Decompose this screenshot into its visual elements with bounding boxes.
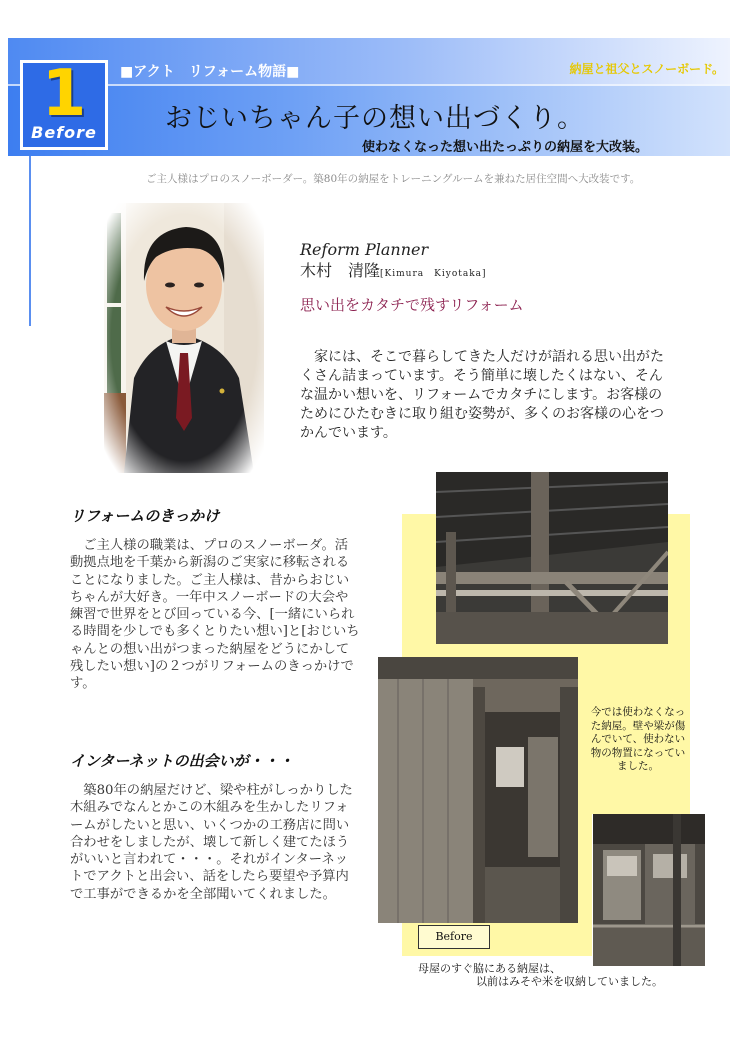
photo-interior (378, 657, 578, 923)
planner-name-roman: [Kimura Kiyotaka] (380, 269, 487, 279)
chapter-badge-label: Before (31, 123, 97, 142)
chapter-badge (20, 57, 108, 150)
planner-name: 木村 清隆 (300, 261, 381, 280)
planner-name-line (300, 258, 487, 281)
chapter-number: 1 (41, 57, 87, 131)
section-body-motivation: ご主人様の職業は、プロのスノーボーダ。活動拠点地を千葉から新潟のご実家に移転されることになりました。ご主人様は、昔からおじいちゃんが大好き。一年中スノーボードの大会や練習で世界をとび回っている今、[一緒にいられる時間を少しでも多くとりたい想い]と[おじいちゃんとの想い出がつまった納屋をどうにかして残したい想い]の２つがリフォームのきっかけです。 (70, 538, 360, 692)
photo-caption-bottom-line2: 以前はみそや米を収納していました。 (476, 975, 663, 988)
lead-text: ご主人様はプロのスノーボーダー。築80年の納屋をトレーニングルームを兼ねた居住空間へ大改装です。 (146, 173, 641, 185)
header-tagline: 納屋と祖父とスノーボード。 (569, 62, 724, 76)
section-heading-motivation: リフォームのきっかけ (70, 507, 220, 525)
header-divider (8, 84, 730, 86)
series-title: ■アクト リフォーム物語■ (120, 64, 300, 80)
section-body-internet: 築80年の納屋だけど、梁や柱がしっかりした木組みでなんとかこの木組みを生かしたリフォームがしたいと思い、いくつかの工務店に問い合わせをしましたが、壊して新しく建てたほうがいいと言われて・・・。それがインターネットでアクトと出会い、話をしたら要望や予算内で工事ができるかを全部聞いてくれました。 (70, 783, 353, 902)
photo-caption-interior: 今では使わなくなった納屋。壁や梁が傷んでいて、使わない物の物置になっていました。 (590, 706, 686, 772)
accent-line (29, 156, 31, 326)
page-title: おじいちゃん子の想い出づくり。 (165, 103, 585, 134)
photo-storage (593, 814, 705, 966)
before-label: Before (418, 925, 490, 949)
planner-motto: 思い出をカタチで残すリフォーム (300, 296, 524, 314)
portrait-illustration (104, 203, 264, 473)
planner-label: Reform Planner (300, 240, 429, 259)
photo-ceiling-beams (436, 472, 668, 644)
section-heading-internet: インターネットの出会いが・・・ (70, 752, 294, 770)
planner-portrait (104, 203, 264, 473)
page-subtitle: 使わなくなった想い出たっぷりの納屋を大改装。 (362, 140, 649, 155)
photo-caption-bottom-line1: 母屋のすぐ脇にある納屋は、 (418, 962, 561, 975)
planner-message: 家には、そこで暮らしてきた人だけが語れる思い出がたくさん詰まっています。そう簡単に壊したくはない、そんな温かい想いを、リフォームでカタチにします。お客様のためにひたむきに取り組む姿勢が、多くのお客様の心をつかんでいます。 (300, 349, 664, 441)
